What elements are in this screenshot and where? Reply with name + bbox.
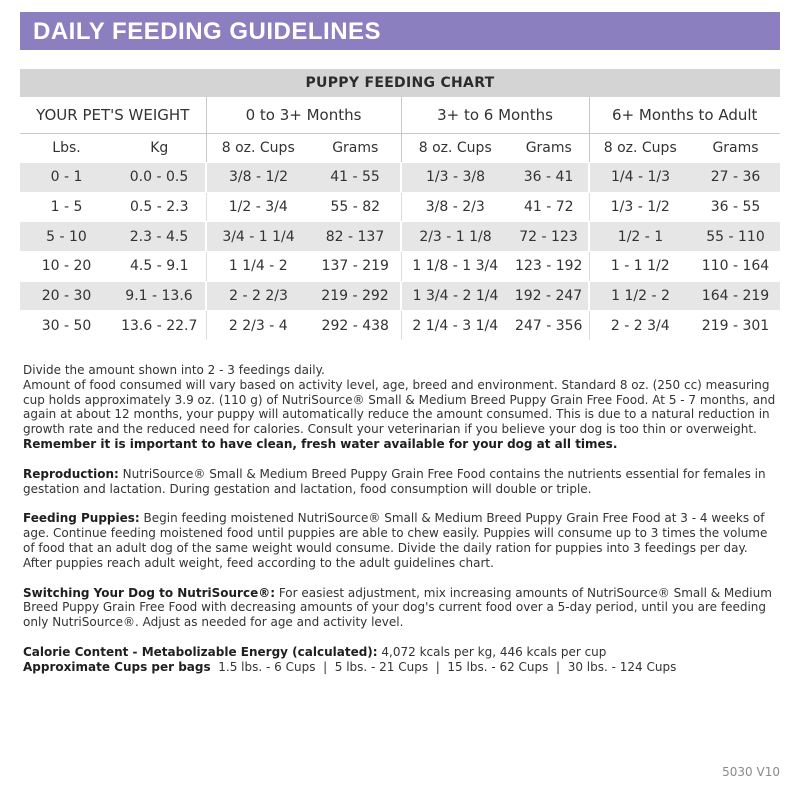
table-cell: 1 3/4 - 2 1/4: [401, 281, 509, 311]
table-cell: 110 - 164: [691, 252, 780, 282]
calorie-paragraph: [23, 645, 780, 675]
document-code: 5030 V10: [722, 765, 780, 779]
table-cell: 0 - 1: [20, 163, 113, 193]
table-cell: 1/2 - 3/4: [206, 192, 310, 222]
feeding-puppies-label: Feeding Puppies:: [23, 511, 140, 526]
chart-title: PUPPY FEEDING CHART: [20, 69, 780, 97]
table-cell: 1 1/4 - 2: [206, 252, 310, 282]
table-cell: 1 - 5: [20, 192, 113, 222]
table-cell: 164 - 219: [691, 281, 780, 311]
table-cell: 2/3 - 1 1/8: [401, 222, 509, 252]
table-cell: 41 - 72: [509, 192, 589, 222]
reproduction-label: Reproduction:: [23, 466, 119, 481]
table-cell: 0.5 - 2.3: [113, 192, 206, 222]
chart-body: [20, 163, 780, 341]
table-cell: 36 - 55: [691, 192, 780, 222]
table-row: [20, 311, 780, 340]
feedings-daily-line: Divide the amount shown into 2 - 3 feedings daily.: [23, 363, 325, 377]
table-cell: 9.1 - 13.6: [113, 281, 206, 311]
table-cell: 3/4 - 1 1/4: [206, 222, 310, 252]
table-cell: 2.3 - 4.5: [113, 222, 206, 252]
table-row: [20, 281, 780, 311]
table-cell: 1 1/2 - 2: [589, 281, 691, 311]
switching-paragraph: [23, 586, 780, 630]
column-header: Lbs.: [52, 140, 81, 156]
table-cell: 1/2 - 1: [589, 222, 691, 252]
table-cell: 20 - 30: [20, 281, 113, 311]
table-cell: 10 - 20: [20, 252, 113, 282]
column-header: 8 oz. Cups: [401, 134, 509, 163]
column-header: 8 oz. Cups: [589, 134, 691, 163]
table-cell: 0.0 - 0.5: [113, 163, 206, 193]
table-cell: 123 - 192: [509, 252, 589, 282]
feeding-notes: [23, 363, 780, 675]
table-cell: 55 - 110: [691, 222, 780, 252]
table-row: [20, 192, 780, 222]
table-cell: 292 - 438: [310, 311, 401, 340]
switching-label: Switching Your Dog to NutriSource®:: [23, 585, 276, 600]
reproduction-text: NutriSource® Small & Medium Breed Puppy Grain Free Food contains the nutrients essential for females in gestation and lactation. During gestation and lactation, food consumption will double or triple.: [23, 466, 766, 496]
age-band-header: 3+ to 6 Months: [401, 97, 589, 134]
table-cell: 219 - 301: [691, 311, 780, 340]
table-row: [20, 252, 780, 282]
table-cell: 72 - 123: [509, 222, 589, 252]
table-cell: 1/3 - 1/2: [589, 192, 691, 222]
table-cell: 5 - 10: [20, 222, 113, 252]
feeding-puppies-paragraph: [23, 511, 780, 570]
cups-per-bag-label: Approximate Cups per bags: [23, 659, 211, 674]
column-header: Kg: [150, 140, 169, 156]
consumption-text: Amount of food consumed will vary based on activity level, age, breed and environment. Standard 8 oz. (250 cc) measuring cup holds approximately 3.9 oz. (110 g) of NutriSource® Small & Medium Breed Puppy Grain Free Food. At 5 - 7 months, and again at about 12 months, your puppy will automatically reduce the amount consumed. This is due to a natural reduction in growth rate and the reduced need for calories. Consult your veterinarian if you believe your dog is too thin or overweight.: [23, 377, 776, 437]
page-banner-title: DAILY FEEDING GUIDELINES: [20, 12, 780, 50]
table-cell: 55 - 82: [310, 192, 401, 222]
table-cell: 2 2/3 - 4: [206, 311, 310, 340]
table-cell: 1/3 - 3/8: [401, 163, 509, 193]
table-cell: 3/8 - 2/3: [401, 192, 509, 222]
table-cell: 1 1/8 - 1 3/4: [401, 252, 509, 282]
water-reminder: Remember it is important to have clean, fresh water available for your dog at all times.: [23, 436, 618, 451]
puppy-feeding-chart: [20, 69, 780, 340]
age-band-header: 0 to 3+ Months: [206, 97, 401, 134]
table-cell: 219 - 292: [310, 281, 401, 311]
calorie-label: Calorie Content - Metabolizable Energy (calculated):: [23, 644, 378, 659]
table-cell: 137 - 219: [310, 252, 401, 282]
table-cell: 3/8 - 1/2: [206, 163, 310, 193]
feeding-puppies-text: Begin feeding moistened NutriSource® Small & Medium Breed Puppy Grain Free Food at 3 - 4 weeks of age. Continue feeding moistened food until puppies are able to chew easily. Puppies will consume up to 3 times the volume of food that an adult dog of the same weight would consume. Divide the daily ration for puppies into 3 feedings per day. After puppies reach adult weight, feed according to the adult guidelines chart.: [23, 511, 768, 570]
table-cell: 192 - 247: [509, 281, 589, 311]
weight-header: YOUR PET'S WEIGHT: [20, 97, 206, 134]
table-cell: 1/4 - 1/3: [589, 163, 691, 193]
table-row: [20, 222, 780, 252]
table-cell: 2 - 2 3/4: [589, 311, 691, 340]
table-cell: 2 1/4 - 3 1/4: [401, 311, 509, 340]
switching-text: For easiest adjustment, mix increasing amounts of NutriSource® Small & Medium Breed Puppy Grain Free Food with decreasing amounts of your dog's current food over a 5-day period, until you are feeding only NutriSource®. Adjust as needed for age and activity level.: [23, 585, 772, 630]
table-cell: 13.6 - 22.7: [113, 311, 206, 340]
column-header: Grams: [332, 140, 379, 156]
table-cell: 1 - 1 1/2: [589, 252, 691, 282]
notes-paragraph: [23, 363, 780, 452]
table-cell: 4.5 - 9.1: [113, 252, 206, 282]
table-cell: 2 - 2 2/3: [206, 281, 310, 311]
age-band-header: 6+ Months to Adult: [589, 97, 780, 134]
column-header: Grams: [525, 140, 572, 156]
column-header: Grams: [712, 140, 759, 156]
cups-per-bag-text: 1.5 lbs. - 6 Cups | 5 lbs. - 21 Cups | 15 lbs. - 62 Cups | 30 lbs. - 124 Cups: [210, 659, 677, 674]
table-row: [20, 163, 780, 193]
table-cell: 36 - 41: [509, 163, 589, 193]
table-cell: 30 - 50: [20, 311, 113, 340]
table-cell: 82 - 137: [310, 222, 401, 252]
column-header: 8 oz. Cups: [206, 134, 310, 163]
table-cell: 41 - 55: [310, 163, 401, 193]
reproduction-paragraph: [23, 467, 780, 497]
table-cell: 27 - 36: [691, 163, 780, 193]
table-cell: 247 - 356: [509, 311, 589, 340]
calorie-text: 4,072 kcals per kg, 446 kcals per cup: [377, 644, 607, 659]
